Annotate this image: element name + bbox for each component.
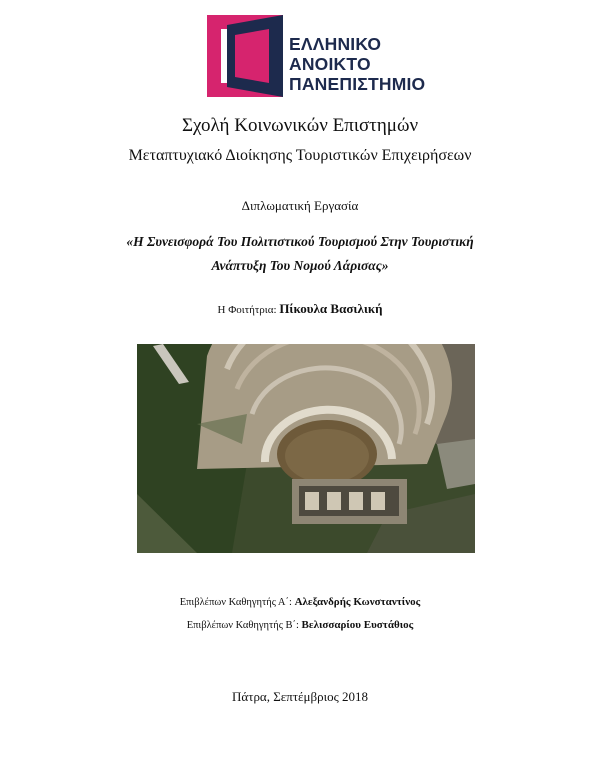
supervisor-a-name: Αλεξανδρής Κωνσταντίνος — [294, 596, 421, 608]
school-name: Σχολή Κοινωνικών Επιστημών — [181, 115, 419, 136]
student-line — [0, 301, 600, 317]
supervisor-a — [0, 596, 600, 608]
place-date: Πάτρα, Σεπτέμβριος 2018 — [232, 689, 368, 704]
logo-text-line2: ΑΝΟΙΚΤΟ — [289, 54, 371, 74]
logo-text-line3: ΠΑΝΕΠΙΣΤΗΜΙΟ — [289, 74, 426, 94]
thesis-title-line2: Ανάπτυξη Του Νομού Λάρισας» — [211, 258, 389, 273]
program-name: Μεταπτυχιακό Διοίκησης Τουριστικών Επιχειρήσεων — [128, 147, 472, 164]
ancient-theatre-photo — [137, 344, 475, 553]
supervisor-b-name: Βελισσαρίου Ευστάθιος — [301, 619, 414, 631]
supervisor-b-label: Επιβλέπων Καθηγητής Β΄: — [186, 620, 299, 631]
student-name: Πίκουλα Βασιλική — [279, 301, 383, 316]
student-label: Η Φοιτήτρια: — [217, 304, 277, 316]
logo-text-line1: ΕΛΛΗΝΙΚΟ — [289, 34, 382, 54]
supervisor-b — [0, 619, 600, 631]
thesis-title-line1: «Η Συνεισφορά Του Πολιτιστικού Τουρισμού Στην Τουριστική — [126, 234, 474, 249]
supervisor-a-label: Επιβλέπων Καθηγητής Α΄: — [179, 597, 292, 608]
document-type: Διπλωματική Εργασία — [241, 198, 359, 213]
thesis-title — [0, 230, 600, 278]
